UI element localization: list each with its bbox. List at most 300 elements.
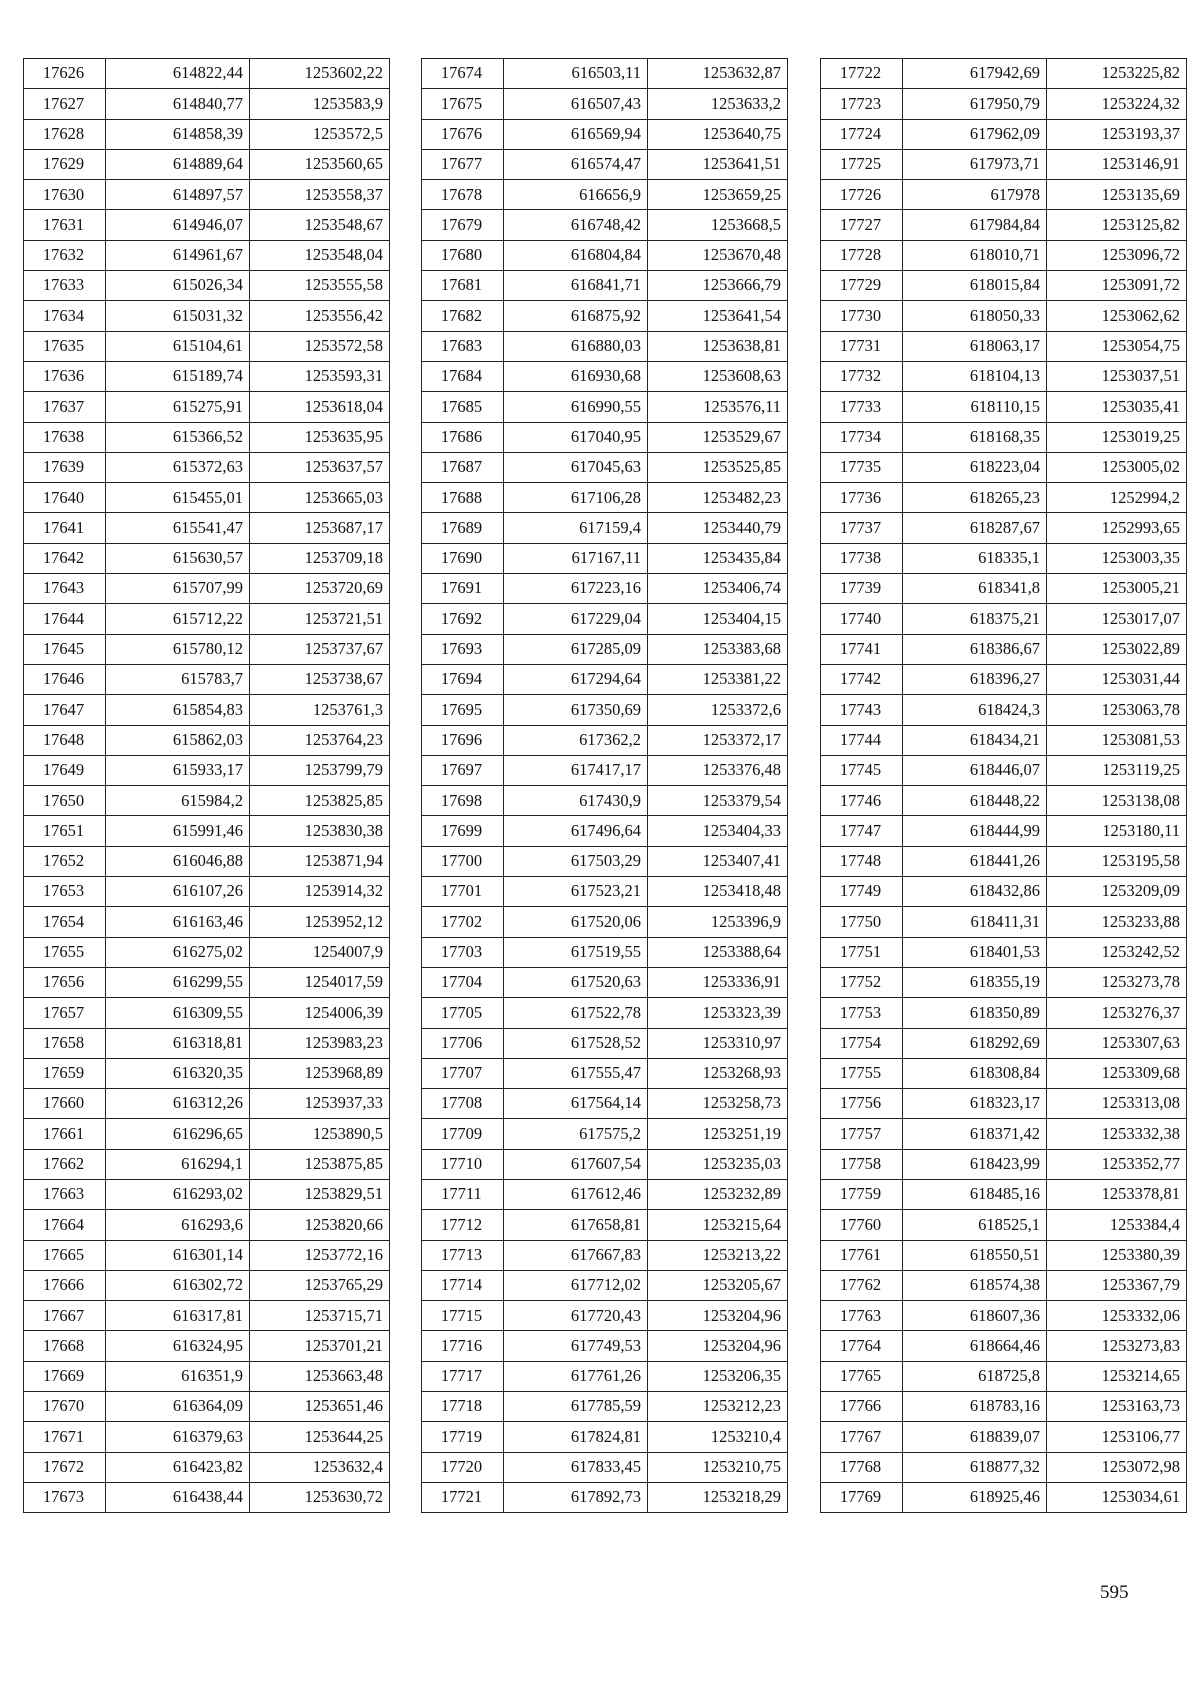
point-number-cell: 17735 [821,452,903,482]
x-coordinate-cell: 618424,3 [903,695,1047,725]
table-row [821,1452,1187,1482]
x-coordinate-cell: 618550,51 [903,1240,1047,1270]
x-coordinate-cell: 618664,46 [903,1331,1047,1361]
y-coordinate-cell: 1253336,91 [648,967,788,997]
y-coordinate-cell: 1253146,91 [1047,149,1187,179]
table-row [821,998,1187,1028]
table-row [24,907,390,937]
x-coordinate-cell: 614889,64 [106,149,250,179]
point-number-cell: 17733 [821,392,903,422]
x-coordinate-cell: 616312,26 [106,1089,250,1119]
x-coordinate-cell: 618335,1 [903,543,1047,573]
point-number-cell: 17746 [821,786,903,816]
x-coordinate-cell: 615031,32 [106,301,250,331]
table-row [422,998,788,1028]
point-number-cell: 17697 [422,755,504,785]
y-coordinate-cell: 1253404,15 [648,604,788,634]
y-coordinate-cell: 1253644,25 [250,1422,390,1452]
y-coordinate-cell: 1253367,79 [1047,1270,1187,1300]
table-row [422,695,788,725]
x-coordinate-cell: 616423,82 [106,1452,250,1482]
x-coordinate-cell: 616324,95 [106,1331,250,1361]
x-coordinate-cell: 618292,69 [903,1028,1047,1058]
point-number-cell: 17748 [821,846,903,876]
y-coordinate-cell: 1253372,6 [648,695,788,725]
y-coordinate-cell: 1253372,17 [648,725,788,755]
point-number-cell: 17683 [422,331,504,361]
table-row [821,695,1187,725]
y-coordinate-cell: 1253715,71 [250,1301,390,1331]
y-coordinate-cell: 1253799,79 [250,755,390,785]
y-coordinate-cell: 1253583,9 [250,89,390,119]
point-number-cell: 17644 [24,604,106,634]
point-number-cell: 17658 [24,1028,106,1058]
y-coordinate-cell: 1253138,08 [1047,786,1187,816]
point-number-cell: 17754 [821,1028,903,1058]
point-number-cell: 17762 [821,1270,903,1300]
x-coordinate-cell: 616296,65 [106,1119,250,1149]
x-coordinate-cell: 617528,52 [504,1028,648,1058]
table-row [24,1392,390,1422]
y-coordinate-cell: 1253062,62 [1047,301,1187,331]
table-row [422,452,788,482]
point-number-cell: 17696 [422,725,504,755]
point-number-cell: 17676 [422,119,504,149]
x-coordinate-cell: 617350,69 [504,695,648,725]
x-coordinate-cell: 617496,64 [504,816,648,846]
point-number-cell: 17639 [24,452,106,482]
point-number-cell: 17693 [422,634,504,664]
y-coordinate-cell: 1253388,64 [648,937,788,967]
point-number-cell: 17739 [821,574,903,604]
x-coordinate-cell: 616875,92 [504,301,648,331]
y-coordinate-cell: 1253668,5 [648,210,788,240]
x-coordinate-cell: 617824,81 [504,1422,648,1452]
x-coordinate-cell: 616301,14 [106,1240,250,1270]
point-number-cell: 17704 [422,967,504,997]
x-coordinate-cell: 615984,2 [106,786,250,816]
x-coordinate-cell: 615366,52 [106,422,250,452]
table-row [821,422,1187,452]
y-coordinate-cell: 1253017,07 [1047,604,1187,634]
table-row [24,937,390,967]
x-coordinate-cell: 618423,99 [903,1149,1047,1179]
x-coordinate-cell: 616748,42 [504,210,648,240]
y-coordinate-cell: 1253890,5 [250,1119,390,1149]
point-number-cell: 17691 [422,574,504,604]
y-coordinate-cell: 1253576,11 [648,392,788,422]
x-coordinate-cell: 617520,06 [504,907,648,937]
x-coordinate-cell: 617106,28 [504,483,648,513]
y-coordinate-cell: 1253407,41 [648,846,788,876]
y-coordinate-cell: 1253633,2 [648,89,788,119]
point-number-cell: 17687 [422,452,504,482]
coordinates-table-1 [23,58,390,1513]
point-number-cell: 17723 [821,89,903,119]
x-coordinate-cell: 615541,47 [106,513,250,543]
table-row [422,816,788,846]
table-row [821,119,1187,149]
x-coordinate-cell: 617417,17 [504,755,648,785]
table-row [821,271,1187,301]
x-coordinate-cell: 616503,11 [504,59,648,89]
x-coordinate-cell: 616574,47 [504,149,648,179]
point-number-cell: 17761 [821,1240,903,1270]
point-number-cell: 17661 [24,1119,106,1149]
y-coordinate-cell: 1253096,72 [1047,240,1187,270]
point-number-cell: 17664 [24,1210,106,1240]
point-number-cell: 17686 [422,422,504,452]
x-coordinate-cell: 616293,6 [106,1210,250,1240]
table-row [24,1361,390,1391]
point-number-cell: 17685 [422,392,504,422]
table-row [422,1361,788,1391]
table-row [821,543,1187,573]
y-coordinate-cell: 1253209,09 [1047,877,1187,907]
table-row [24,1028,390,1058]
point-number-cell: 17645 [24,634,106,664]
table-row [821,210,1187,240]
point-number-cell: 17710 [422,1149,504,1179]
table-row [422,634,788,664]
x-coordinate-cell: 616318,81 [106,1028,250,1058]
point-number-cell: 17659 [24,1058,106,1088]
table-row [24,967,390,997]
point-number-cell: 17651 [24,816,106,846]
table-row [24,422,390,452]
table-row [821,1149,1187,1179]
point-number-cell: 17671 [24,1422,106,1452]
y-coordinate-cell: 1253380,39 [1047,1240,1187,1270]
x-coordinate-cell: 617520,63 [504,967,648,997]
point-number-cell: 17674 [422,59,504,89]
point-number-cell: 17749 [821,877,903,907]
y-coordinate-cell: 1253218,29 [648,1482,788,1512]
point-number-cell: 17642 [24,543,106,573]
y-coordinate-cell: 1253670,48 [648,240,788,270]
table-row [24,271,390,301]
x-coordinate-cell: 616317,81 [106,1301,250,1331]
x-coordinate-cell: 618386,67 [903,634,1047,664]
point-number-cell: 17680 [422,240,504,270]
point-number-cell: 17734 [821,422,903,452]
x-coordinate-cell: 615189,74 [106,361,250,391]
table-row [24,543,390,573]
y-coordinate-cell: 1254017,59 [250,967,390,997]
point-number-cell: 17744 [821,725,903,755]
point-number-cell: 17670 [24,1392,106,1422]
point-number-cell: 17652 [24,846,106,876]
point-number-cell: 17713 [422,1240,504,1270]
x-coordinate-cell: 615712,22 [106,604,250,634]
x-coordinate-cell: 617612,46 [504,1179,648,1209]
y-coordinate-cell: 1253005,21 [1047,574,1187,604]
y-coordinate-cell: 1253968,89 [250,1058,390,1088]
point-number-cell: 17738 [821,543,903,573]
table-row [24,695,390,725]
point-number-cell: 17699 [422,816,504,846]
table-row [24,725,390,755]
table-row [24,1422,390,1452]
point-number-cell: 17753 [821,998,903,1028]
y-coordinate-cell: 1253081,53 [1047,725,1187,755]
x-coordinate-cell: 617294,64 [504,664,648,694]
y-coordinate-cell: 1253242,52 [1047,937,1187,967]
table-body [821,59,1187,1513]
y-coordinate-cell: 1253440,79 [648,513,788,543]
table-row [422,1119,788,1149]
y-coordinate-cell: 1252994,2 [1047,483,1187,513]
y-coordinate-cell: 1254007,9 [250,937,390,967]
table-row [821,786,1187,816]
x-coordinate-cell: 615991,46 [106,816,250,846]
point-number-cell: 17705 [422,998,504,1028]
table-row [422,1270,788,1300]
point-number-cell: 17757 [821,1119,903,1149]
x-coordinate-cell: 617167,11 [504,543,648,573]
point-number-cell: 17717 [422,1361,504,1391]
point-number-cell: 17660 [24,1089,106,1119]
point-number-cell: 17668 [24,1331,106,1361]
x-coordinate-cell: 618839,07 [903,1422,1047,1452]
y-coordinate-cell: 1253637,57 [250,452,390,482]
y-coordinate-cell: 1253701,21 [250,1331,390,1361]
point-number-cell: 17703 [422,937,504,967]
table-row [24,513,390,543]
table-row [821,452,1187,482]
table-row [422,1179,788,1209]
x-coordinate-cell: 616294,1 [106,1149,250,1179]
y-coordinate-cell: 1253381,22 [648,664,788,694]
point-number-cell: 17743 [821,695,903,725]
table-row [422,331,788,361]
x-coordinate-cell: 618168,35 [903,422,1047,452]
y-coordinate-cell: 1253548,67 [250,210,390,240]
x-coordinate-cell: 617720,43 [504,1301,648,1331]
table-row [821,1179,1187,1209]
y-coordinate-cell: 1253640,75 [648,119,788,149]
table-row [24,816,390,846]
table-row [821,513,1187,543]
x-coordinate-cell: 618485,16 [903,1179,1047,1209]
point-number-cell: 17701 [422,877,504,907]
x-coordinate-cell: 618444,99 [903,816,1047,846]
x-coordinate-cell: 616320,35 [106,1058,250,1088]
x-coordinate-cell: 617362,2 [504,725,648,755]
table-row [821,149,1187,179]
point-number-cell: 17741 [821,634,903,664]
y-coordinate-cell: 1253638,81 [648,331,788,361]
x-coordinate-cell: 615455,01 [106,483,250,513]
table-row [24,1119,390,1149]
y-coordinate-cell: 1253829,51 [250,1179,390,1209]
table-row [24,180,390,210]
x-coordinate-cell: 616656,9 [504,180,648,210]
y-coordinate-cell: 1253003,35 [1047,543,1187,573]
point-number-cell: 17657 [24,998,106,1028]
table-row [422,422,788,452]
table-row [422,1301,788,1331]
point-number-cell: 17628 [24,119,106,149]
x-coordinate-cell: 615707,99 [106,574,250,604]
y-coordinate-cell: 1253309,68 [1047,1058,1187,1088]
point-number-cell: 17763 [821,1301,903,1331]
point-number-cell: 17758 [821,1149,903,1179]
y-coordinate-cell: 1253525,85 [648,452,788,482]
table-row [821,331,1187,361]
y-coordinate-cell: 1253352,77 [1047,1149,1187,1179]
y-coordinate-cell: 1253937,33 [250,1089,390,1119]
table-row [24,1331,390,1361]
table-row [24,604,390,634]
x-coordinate-cell: 617503,29 [504,846,648,876]
point-number-cell: 17641 [24,513,106,543]
y-coordinate-cell: 1253215,64 [648,1210,788,1240]
y-coordinate-cell: 1253031,44 [1047,664,1187,694]
point-number-cell: 17635 [24,331,106,361]
x-coordinate-cell: 618574,38 [903,1270,1047,1300]
y-coordinate-cell: 1253376,48 [648,755,788,785]
coordinates-table-3 [820,58,1187,1513]
table-row [24,149,390,179]
y-coordinate-cell: 1253313,08 [1047,1089,1187,1119]
y-coordinate-cell: 1253307,63 [1047,1028,1187,1058]
point-number-cell: 17672 [24,1452,106,1482]
point-number-cell: 17727 [821,210,903,240]
x-coordinate-cell: 618308,84 [903,1058,1047,1088]
y-coordinate-cell: 1253651,46 [250,1392,390,1422]
point-number-cell: 17732 [821,361,903,391]
x-coordinate-cell: 618607,36 [903,1301,1047,1331]
point-number-cell: 17714 [422,1270,504,1300]
x-coordinate-cell: 615783,7 [106,664,250,694]
x-coordinate-cell: 615933,17 [106,755,250,785]
point-number-cell: 17767 [821,1422,903,1452]
y-coordinate-cell: 1253641,54 [648,301,788,331]
table-row [821,1482,1187,1512]
point-number-cell: 17764 [821,1331,903,1361]
x-coordinate-cell: 618010,71 [903,240,1047,270]
y-coordinate-cell: 1253572,5 [250,119,390,149]
y-coordinate-cell: 1253210,4 [648,1422,788,1452]
table-body [422,59,788,1513]
y-coordinate-cell: 1253765,29 [250,1270,390,1300]
table-row [24,755,390,785]
point-number-cell: 17675 [422,89,504,119]
x-coordinate-cell: 617519,55 [504,937,648,967]
point-number-cell: 17760 [821,1210,903,1240]
y-coordinate-cell: 1253332,06 [1047,1301,1187,1331]
x-coordinate-cell: 617564,14 [504,1089,648,1119]
table-row [821,574,1187,604]
x-coordinate-cell: 618375,21 [903,604,1047,634]
point-number-cell: 17655 [24,937,106,967]
table-row [422,89,788,119]
point-number-cell: 17766 [821,1392,903,1422]
point-number-cell: 17721 [422,1482,504,1512]
table-row [422,725,788,755]
x-coordinate-cell: 614858,39 [106,119,250,149]
y-coordinate-cell: 1253737,67 [250,634,390,664]
y-coordinate-cell: 1253721,51 [250,604,390,634]
x-coordinate-cell: 616351,9 [106,1361,250,1391]
point-number-cell: 17653 [24,877,106,907]
table-row [422,513,788,543]
y-coordinate-cell: 1253163,73 [1047,1392,1187,1422]
table-row [821,877,1187,907]
point-number-cell: 17681 [422,271,504,301]
point-number-cell: 17756 [821,1089,903,1119]
point-number-cell: 17692 [422,604,504,634]
x-coordinate-cell: 617978 [903,180,1047,210]
x-coordinate-cell: 616880,03 [504,331,648,361]
x-coordinate-cell: 617761,26 [504,1361,648,1391]
point-number-cell: 17682 [422,301,504,331]
x-coordinate-cell: 618446,07 [903,755,1047,785]
x-coordinate-cell: 615104,61 [106,331,250,361]
y-coordinate-cell: 1253608,63 [648,361,788,391]
point-number-cell: 17679 [422,210,504,240]
point-number-cell: 17684 [422,361,504,391]
y-coordinate-cell: 1253632,87 [648,59,788,89]
y-coordinate-cell: 1253555,58 [250,271,390,301]
y-coordinate-cell: 1253225,82 [1047,59,1187,89]
point-number-cell: 17728 [821,240,903,270]
point-number-cell: 17666 [24,1270,106,1300]
y-coordinate-cell: 1253005,02 [1047,452,1187,482]
y-coordinate-cell: 1253820,66 [250,1210,390,1240]
y-coordinate-cell: 1253871,94 [250,846,390,876]
table-row [821,392,1187,422]
table-row [821,483,1187,513]
y-coordinate-cell: 1253687,17 [250,513,390,543]
x-coordinate-cell: 614961,67 [106,240,250,270]
x-coordinate-cell: 618401,53 [903,937,1047,967]
x-coordinate-cell: 617223,16 [504,574,648,604]
x-coordinate-cell: 615026,34 [106,271,250,301]
table-row [422,574,788,604]
y-coordinate-cell: 1253665,03 [250,483,390,513]
y-coordinate-cell: 1253914,32 [250,877,390,907]
x-coordinate-cell: 617973,71 [903,149,1047,179]
table-row [422,1392,788,1422]
table-row [422,1028,788,1058]
table-row [24,1179,390,1209]
table-row [422,210,788,240]
x-coordinate-cell: 617607,54 [504,1149,648,1179]
point-number-cell: 17707 [422,1058,504,1088]
x-coordinate-cell: 615275,91 [106,392,250,422]
x-coordinate-cell: 618432,86 [903,877,1047,907]
y-coordinate-cell: 1253383,68 [648,634,788,664]
x-coordinate-cell: 617950,79 [903,89,1047,119]
table-row [821,89,1187,119]
y-coordinate-cell: 1253875,85 [250,1149,390,1179]
table-row [24,301,390,331]
table-row [24,1210,390,1240]
x-coordinate-cell: 618223,04 [903,452,1047,482]
y-coordinate-cell: 1253210,75 [648,1452,788,1482]
x-coordinate-cell: 616309,55 [106,998,250,1028]
table-row [821,59,1187,89]
x-coordinate-cell: 615854,83 [106,695,250,725]
point-number-cell: 17769 [821,1482,903,1512]
x-coordinate-cell: 618050,33 [903,301,1047,331]
y-coordinate-cell: 1253035,41 [1047,392,1187,422]
table-row [821,301,1187,331]
point-number-cell: 17725 [821,149,903,179]
x-coordinate-cell: 617522,78 [504,998,648,1028]
